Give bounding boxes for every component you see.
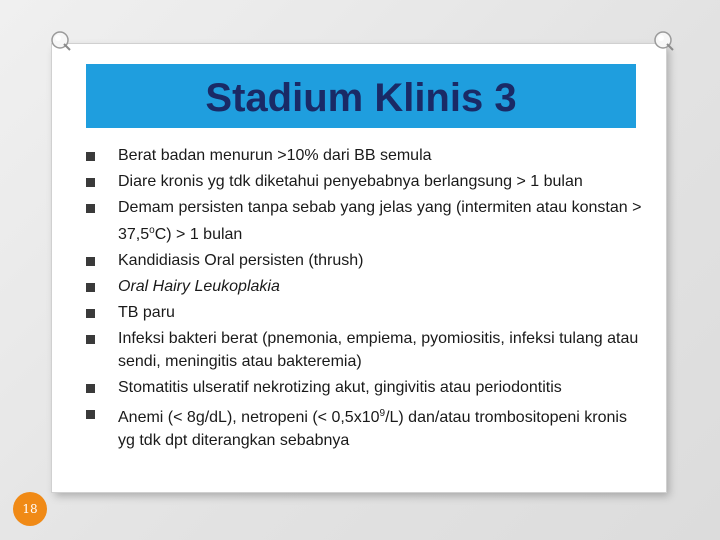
pushpin-icon: [652, 29, 674, 51]
square-bullet-icon: [86, 335, 95, 344]
list-item: [84, 170, 644, 193]
square-bullet-icon: [86, 309, 95, 318]
bullet-text-part: C) > 1 bulan: [154, 226, 243, 243]
square-bullet-icon: [86, 410, 95, 419]
slide-title: Stadium Klinis 3: [205, 76, 517, 120]
square-bullet-icon: [86, 204, 95, 213]
bullet-text: Oral Hairy Leukoplakia: [118, 278, 280, 295]
square-bullet-icon: [86, 178, 95, 187]
bullet-text: [118, 199, 641, 243]
list-item: [84, 144, 644, 167]
square-bullet-icon: [86, 152, 95, 161]
bullet-text-part: Demam persisten tanpa sebab yang jelas yang (intermiten atau konstan > 37,5: [118, 199, 642, 243]
bullet-text-part: /L) dan/atau trombositopeni kronis yg tdk dpt diterangkan sebabnya: [118, 409, 627, 449]
bullet-text: Diare kronis yg tdk diketahui penyebabnya berlangsung > 1 bulan: [118, 173, 583, 190]
bullet-text: Infeksi bakteri berat (pnemonia, empiema, pyomiositis, infeksi tulang atau sendi, meningitis atau bakteremia): [118, 330, 639, 370]
bullet-list: [84, 144, 644, 455]
square-bullet-icon: [86, 283, 95, 292]
list-item: [84, 376, 644, 399]
bullet-text: Berat badan menurun >10% dari BB semula: [118, 147, 432, 164]
list-item: [84, 402, 644, 452]
list-item: [84, 249, 644, 272]
square-bullet-icon: [86, 384, 95, 393]
list-item: [84, 327, 644, 373]
square-bullet-icon: [86, 257, 95, 266]
bullet-text: TB paru: [118, 304, 175, 321]
page-number-badge: 18: [13, 492, 47, 526]
list-item: [84, 275, 644, 298]
list-item: [84, 301, 644, 324]
bullet-text-part: Anemi (< 8g/dL), netropeni (< 0,5x10: [118, 409, 380, 426]
bullet-text: Stomatitis ulseratif nekrotizing akut, gingivitis atau periodontitis: [118, 379, 562, 396]
superscript: 9: [379, 408, 386, 419]
superscript: o: [149, 225, 155, 236]
bullet-text: [118, 409, 627, 449]
pushpin-icon: [49, 29, 71, 51]
bullet-text: Kandidiasis Oral persisten (thrush): [118, 252, 364, 269]
list-item: [84, 196, 644, 246]
